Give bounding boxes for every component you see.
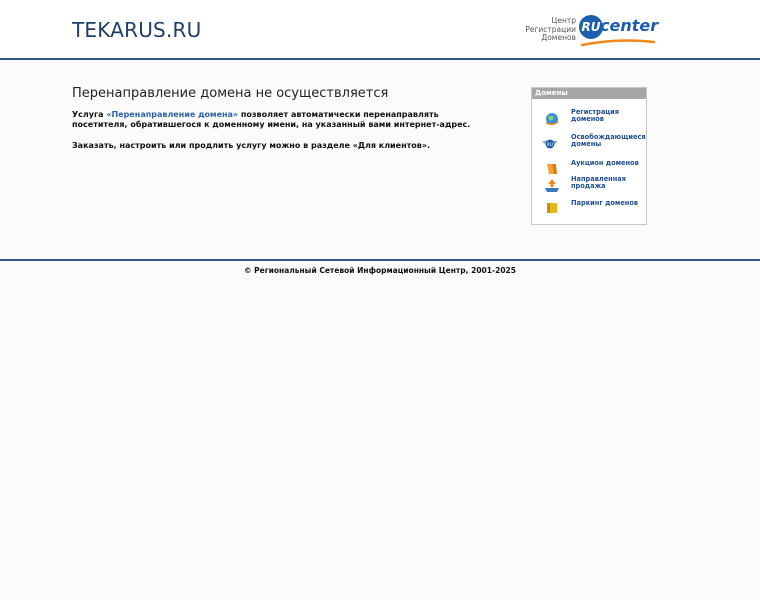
logo-caption (516, 17, 576, 43)
globe-icon (544, 112, 560, 126)
service-description-prefix: Услуга (72, 110, 107, 119)
footer-copyright: © Региональный Сетевой Информационный Центр, 2001-2025 (244, 266, 516, 275)
directed-sale-icon (544, 179, 560, 193)
domains-sidebar-heading: Домены (532, 88, 646, 99)
logo-ru-mark: RU (579, 15, 603, 39)
logo-brand-text: center (600, 16, 659, 35)
parking-icon (544, 201, 560, 215)
sidebar-item-label: Направленная продажа (571, 175, 626, 191)
svg-text:RU: RU (546, 143, 554, 148)
domain-redirect-service-link[interactable]: «Перенаправление домена» (106, 110, 239, 119)
logo-caption-line1: Центр (551, 16, 576, 25)
page-header (0, 0, 760, 60)
sidebar-item-label: Аукцион доменов (571, 159, 639, 167)
domains-sidebar (531, 87, 647, 225)
service-description-suffix: позволяет автоматически перенаправлять посетителя, обратившегося к доменному имени, на указанный вами интернет-адрес. (72, 110, 471, 129)
logo-caption-line3: Доменов (541, 33, 576, 42)
auction-icon (544, 162, 560, 176)
sidebar-item-directed-sale[interactable] (532, 176, 646, 196)
logo-caption-line2: Регистрации (525, 24, 576, 34)
page-title: Перенаправление домена не осуществляется (72, 86, 389, 101)
order-instructions: Заказать, настроить или продлить услугу можно в разделе «Для клиентов». (72, 141, 431, 150)
sidebar-item-label: Паркинг доменов (571, 199, 639, 207)
sidebar-item-label: Освобождающиеся домены (571, 133, 646, 149)
service-description (72, 110, 492, 130)
sidebar-item-domain-parking[interactable] (532, 198, 646, 218)
sidebar-item-expiring-domains[interactable] (532, 134, 646, 154)
ru-center-logo[interactable] (525, 12, 660, 48)
logo-swoosh-icon (580, 36, 656, 48)
footer-divider (0, 259, 760, 261)
sidebar-item-domain-registration[interactable] (532, 109, 646, 129)
sidebar-item-label: Регистрация доменов (571, 108, 620, 124)
site-title-link[interactable]: TEKARUS.RU (72, 18, 202, 42)
ru-wings-icon (538, 137, 562, 151)
